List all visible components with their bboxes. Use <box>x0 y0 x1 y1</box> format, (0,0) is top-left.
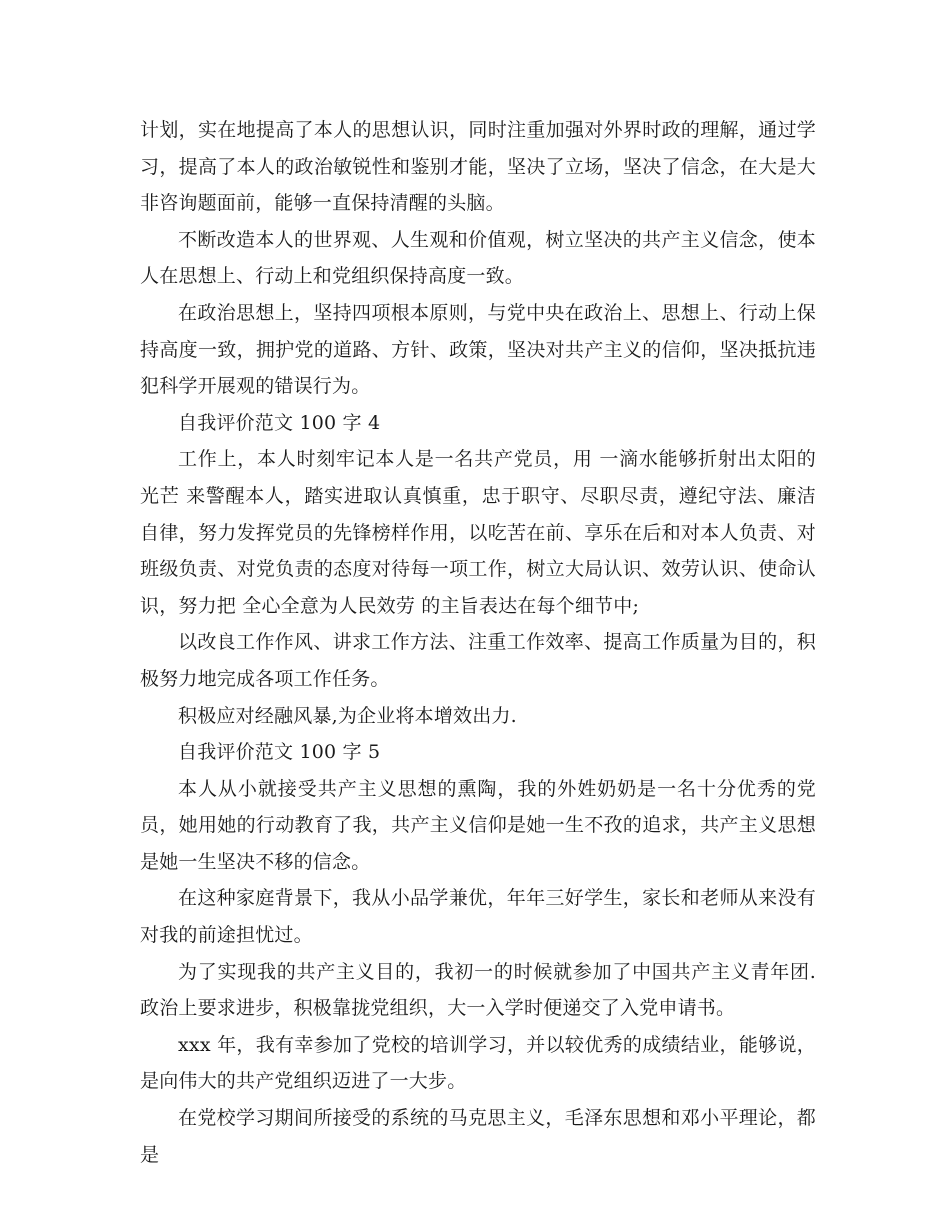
paragraph: 在党校学习期间所接受的系统的马克思主义，毛泽东思想和邓小平理论，都是 <box>140 1107 816 1166</box>
paragraph: 在政治思想上，坚持四项根本原则，与党中央在政治上、思想上、行动上保持高度一致，拥护党的道路、方针、政策，坚决对共产主义的信仰，坚决抵抗违犯科学开展观的错误行为。 <box>140 301 816 398</box>
paragraph: 不断改造本人的世界观、人生观和价值观，树立坚决的共产主义信念，使本人在思想上、行动上和党组织保持高度一致。 <box>140 228 816 288</box>
section-heading: 自我评价范文 100 字 4 <box>178 411 381 434</box>
paragraph: 在这种家庭背景下，我从小品学兼优，年年三好学生，家长和老师从来没有对我的前途担忧过。 <box>140 887 816 947</box>
paragraph: 为了实现我的共产主义目的，我初一的时候就参加了中国共产主义青年团.政治上要求进步，积极靠拢党组织，大一入学时便递交了入党申请书。 <box>140 960 816 1020</box>
paragraph: 以改良工作作风、讲求工作方法、注重工作效率、提高工作质量为目的，积极努力地完成各项工作任务。 <box>140 631 816 690</box>
document-body <box>140 112 816 1173</box>
paragraph: 工作上，本人时刻牢记本人是一名共产党员，用 一滴水能够折射出太阳的光芒 来警醒本人，踏实进取认真慎重，忠于职守、尽职尽责，遵纪守法、廉洁自律，努力发挥党员的先锋榜样作用，以吃苦在前、享乐在后和对本人负责、对班级负责、对党负责的态度对待每一项工作，树立大局认识、效劳认识、使命认识，努力把 全心全意为人民效劳 的主旨表达在每个细节中; <box>140 448 816 617</box>
paragraph: 计划，实在地提高了本人的思想认识，同时注重加强对外界时政的理解，通过学习，提高了本人的政治敏锐性和鉴别才能，坚决了立场，坚决了信念，在大是大非咨询题面前，能够一直保持清醒的头脑。 <box>140 119 816 215</box>
section-heading: 自我评价范文 100 字 5 <box>178 741 381 764</box>
paragraph: 本人从小就接受共产主义思想的熏陶，我的外姓奶奶是一名十分优秀的党员，她用她的行动教育了我，共产主义信仰是她一生不孜的追求，共产主义思想是她一生坚决不移的信念。 <box>140 777 816 873</box>
paragraph: xxx 年，我有幸参加了党校的培训学习，并以较优秀的成绩结业，能够说，是向伟大的共产党组织迈进了一大步。 <box>140 1033 816 1093</box>
paragraph: 积极应对经融风暴,为企业将本增效出力. <box>178 704 517 727</box>
